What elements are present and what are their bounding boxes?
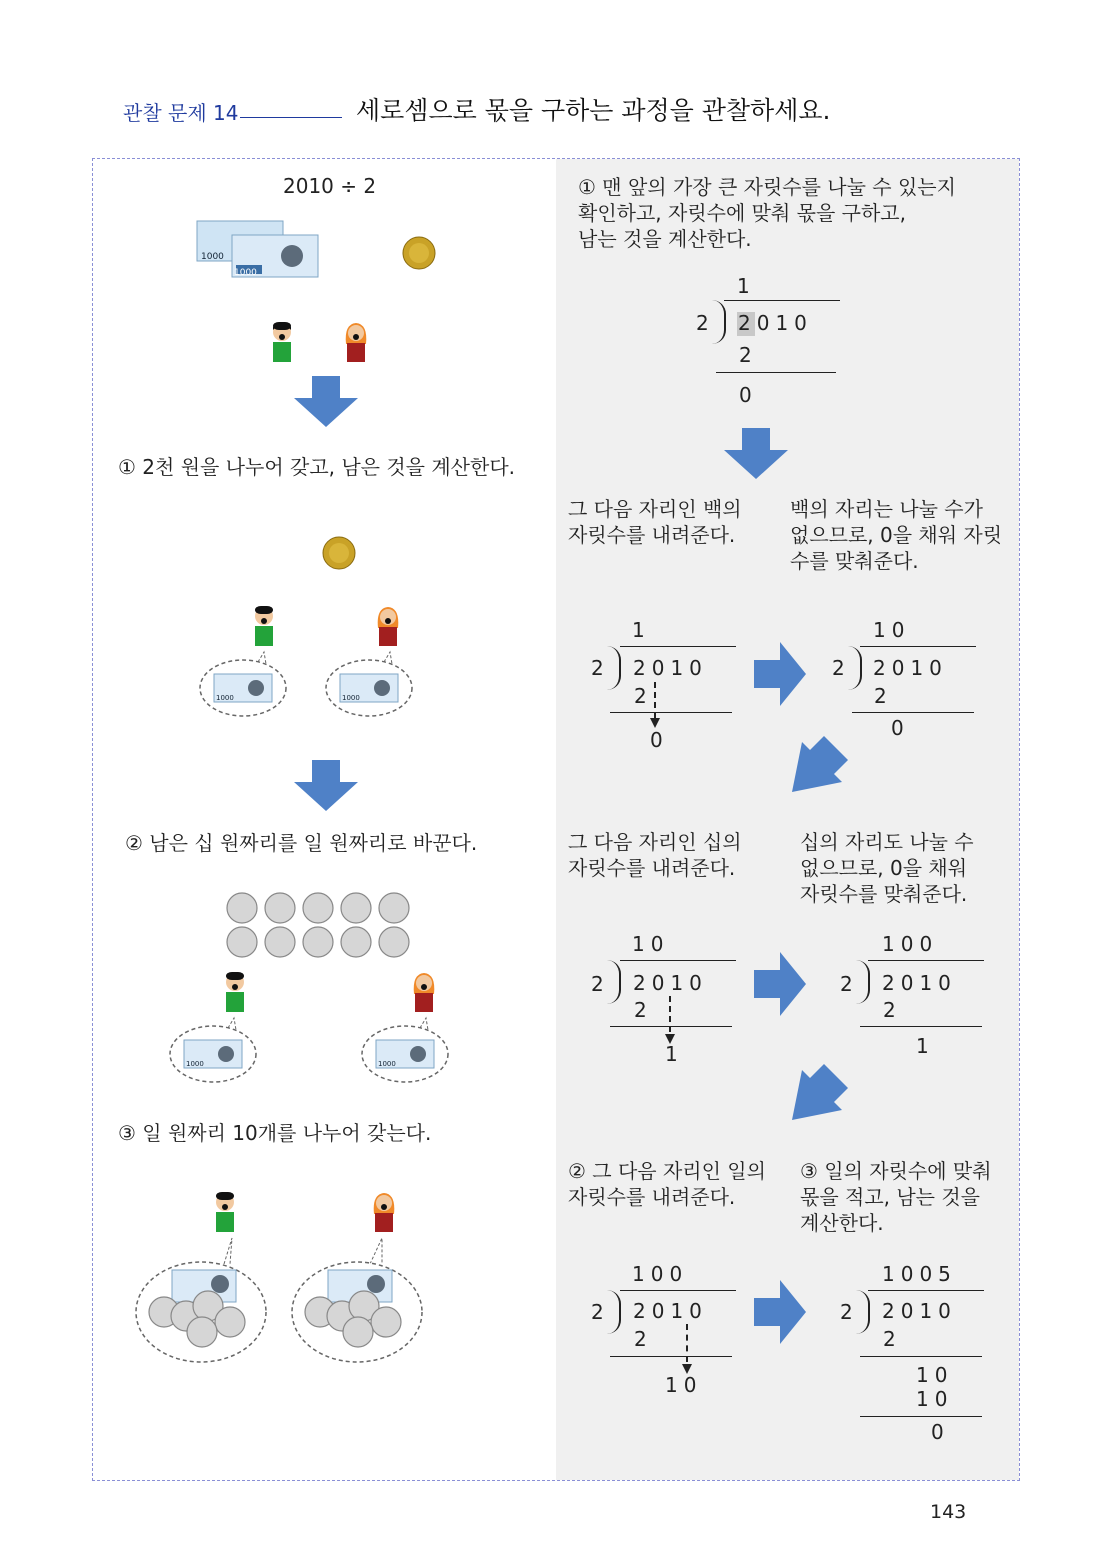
note-hundreds-fill-zero: 백의 자리는 나눌 수가 없으므로, 0을 채워 자릿 수를 맞춰준다.	[790, 497, 1003, 573]
subtrahend: 2	[883, 1327, 896, 1351]
coin-1000-gold-image	[402, 236, 436, 270]
svg-text:1000: 1000	[201, 252, 224, 262]
subtraction-line	[716, 372, 836, 373]
quotient: 1	[737, 274, 750, 298]
subtraction-line	[860, 1026, 982, 1027]
right-arrow-icon	[754, 950, 808, 1018]
svg-text:1000: 1000	[342, 694, 360, 702]
remainder: 10	[665, 1373, 703, 1397]
note-ones-write-quotient: ③ 일의 자릿수에 맞춰 몫을 적고, 남는 것을 계산한다.	[800, 1159, 992, 1235]
person-boy-icon	[223, 972, 247, 1014]
divisor: 2	[840, 1300, 853, 1324]
thought-bubble-banknote-image	[198, 650, 290, 718]
division-bar	[724, 300, 840, 301]
svg-text:1000: 1000	[234, 268, 257, 278]
right-arrow-icon	[754, 640, 808, 708]
subtraction-line	[860, 1416, 982, 1417]
thought-bubble-banknote-coins-image	[134, 1234, 270, 1366]
divisor: 2	[591, 1300, 604, 1324]
quotient: 1	[632, 618, 645, 642]
remainder: 0	[650, 728, 663, 752]
division-bar	[620, 960, 736, 961]
quotient: 100	[882, 932, 939, 956]
subtrahend: 2	[739, 343, 752, 367]
right-intro-text: ① 맨 앞의 가장 큰 자릿수를 나눌 수 있는지 확인하고, 자릿수에 맞춰 몫을 구하고, 남는 것을 계산한다.	[578, 175, 956, 251]
dividend: 2010	[882, 971, 957, 995]
right-arrow-icon	[754, 1278, 808, 1346]
person-boy-icon	[270, 322, 294, 364]
left-step-3-text: ③ 일 원짜리 10개를 나누어 갖는다.	[118, 1121, 432, 1145]
note-hundreds-bring-down: 그 다음 자리인 백의 자릿수를 내려준다.	[568, 497, 742, 547]
remainder: 0	[891, 716, 904, 740]
down-arrow-icon	[292, 376, 360, 428]
remainder: 1	[916, 1034, 929, 1058]
bring-down-arrowhead	[650, 718, 660, 728]
dividend: 2010	[633, 656, 708, 680]
quotient: 10	[873, 618, 911, 642]
thought-bubble-banknote-coins-image	[290, 1234, 426, 1366]
diagonal-down-left-arrow-icon	[790, 736, 850, 796]
quotient: 10	[632, 932, 670, 956]
dividend: 2010	[633, 1299, 708, 1323]
thought-bubble-banknote-image	[168, 1016, 260, 1084]
svg-text:1000: 1000	[216, 694, 234, 702]
problem-label: 관찰 문제 14	[123, 101, 239, 125]
division-bar	[868, 1290, 984, 1291]
subtraction-line	[610, 1356, 732, 1357]
page-number: 143	[930, 1501, 967, 1523]
divisor: 2	[591, 972, 604, 996]
dividend: 2010	[873, 656, 948, 680]
person-girl-icon	[376, 606, 400, 648]
person-girl-icon	[412, 972, 436, 1014]
left-step-1-text: ① 2천 원을 나누어 갖고, 남은 것을 계산한다.	[118, 455, 515, 479]
subtraction-line	[860, 1356, 982, 1357]
subtrahend: 2	[634, 998, 647, 1022]
divisor: 2	[840, 972, 853, 996]
note-tens-fill-zero: 십의 자리도 나눌 수 없으므로, 0을 채워 자릿수를 맞춰준다.	[800, 830, 974, 906]
dividend: 2010	[738, 311, 813, 335]
dividend: 2010	[882, 1299, 957, 1323]
coin-1000-gold-image	[322, 536, 356, 570]
subtrahend: 2	[634, 1327, 647, 1351]
division-bar	[620, 646, 736, 647]
division-bar	[868, 960, 984, 961]
diagonal-down-left-arrow-icon	[790, 1064, 850, 1124]
divisor: 2	[832, 656, 845, 680]
thought-bubble-banknote-image	[324, 650, 416, 718]
page-title: 세로셈으로 몫을 구하는 과정을 관찰하세요.	[356, 96, 831, 125]
subtrahend: 2	[874, 684, 887, 708]
divisor: 2	[696, 311, 709, 335]
ten-silver-coins-image	[226, 890, 416, 960]
second-subtrahend: 10	[916, 1387, 954, 1411]
person-girl-icon	[372, 1192, 396, 1234]
answer-blank-line	[240, 117, 342, 118]
final-remainder: 0	[931, 1420, 944, 1444]
remainder: 10	[916, 1363, 954, 1387]
division-bar	[620, 1290, 736, 1291]
remainder: 1	[665, 1042, 678, 1066]
subtraction-line	[610, 712, 732, 713]
person-boy-icon	[252, 606, 276, 648]
thought-bubble-banknote-image	[360, 1016, 452, 1084]
banknote-pair-image	[196, 218, 320, 280]
left-step-2-text: ② 남은 십 원짜리를 일 원짜리로 바꾼다.	[125, 831, 478, 855]
subtraction-line	[610, 1026, 732, 1027]
quotient: 100	[632, 1262, 689, 1286]
subtrahend: 2	[634, 684, 647, 708]
down-arrow-icon	[292, 760, 360, 812]
note-tens-bring-down: 그 다음 자리인 십의 자릿수를 내려준다.	[568, 830, 742, 880]
division-bar	[860, 646, 976, 647]
subtrahend: 2	[883, 998, 896, 1022]
division-expression: 2010 ÷ 2	[283, 174, 377, 198]
svg-text:1000: 1000	[378, 1060, 396, 1068]
down-arrow-icon	[722, 428, 790, 480]
remainder: 0	[739, 383, 752, 407]
dividend: 2010	[633, 971, 708, 995]
divisor: 2	[591, 656, 604, 680]
person-girl-icon	[344, 322, 368, 364]
quotient: 1005	[882, 1262, 957, 1286]
svg-text:1000: 1000	[186, 1060, 204, 1068]
note-ones-bring-down: ② 그 다음 자리인 일의 자릿수를 내려준다.	[568, 1159, 766, 1209]
person-boy-icon	[213, 1192, 237, 1234]
subtraction-line	[852, 712, 974, 713]
